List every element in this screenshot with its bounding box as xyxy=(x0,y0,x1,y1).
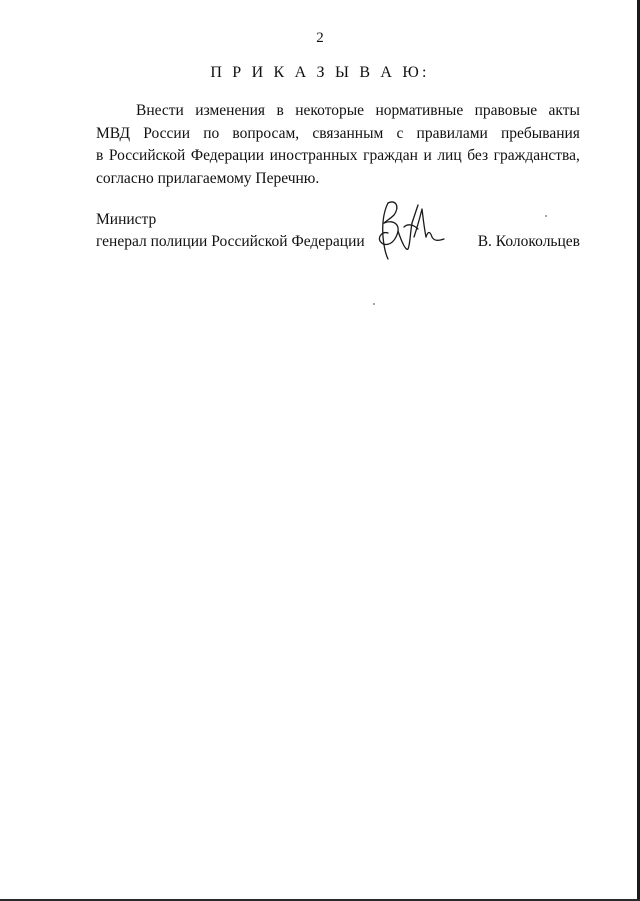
word: и xyxy=(423,147,432,164)
word: Российской xyxy=(108,147,186,164)
word: граждан xyxy=(363,147,418,164)
word: в xyxy=(96,147,104,164)
word: Внести xyxy=(136,102,184,119)
word: вопросам, xyxy=(232,124,300,142)
order-heading: П Р И К А З Ы В А Ю: xyxy=(210,64,430,81)
word: правилами xyxy=(416,124,488,142)
word: акты xyxy=(548,102,580,119)
page-number: 2 xyxy=(316,30,324,46)
word: МВД xyxy=(96,124,131,142)
word: по xyxy=(203,124,220,142)
word: с xyxy=(396,124,404,142)
signer-name: В. Колокольцев xyxy=(477,233,580,250)
word: Федерации xyxy=(190,147,265,164)
word: пребывания xyxy=(500,124,580,142)
word: правовые xyxy=(474,102,538,119)
word: в xyxy=(276,102,284,119)
word: нормативные xyxy=(375,102,464,119)
word: некоторые xyxy=(295,102,365,119)
scan-speck xyxy=(373,303,375,305)
signer-title: Министр xyxy=(96,211,157,228)
word: без xyxy=(467,147,489,164)
word: России xyxy=(143,124,191,142)
handwritten-signature xyxy=(374,197,446,263)
word: связанным xyxy=(312,124,384,142)
word: изменения xyxy=(195,102,266,119)
order-line-1 xyxy=(96,100,580,123)
word: иностранных xyxy=(269,147,358,164)
order-line-4 xyxy=(96,168,580,191)
scan-speck xyxy=(545,215,547,217)
signer-position: генерал полиции Российской Федерации xyxy=(96,233,365,250)
order-body xyxy=(96,100,580,190)
word: гражданства, xyxy=(493,147,580,164)
order-line-2 xyxy=(96,123,580,146)
word: согласно прилагаемому Перечню. xyxy=(96,169,320,187)
word: лиц xyxy=(437,147,462,164)
order-line-3 xyxy=(96,145,580,168)
signature-block xyxy=(96,209,580,269)
